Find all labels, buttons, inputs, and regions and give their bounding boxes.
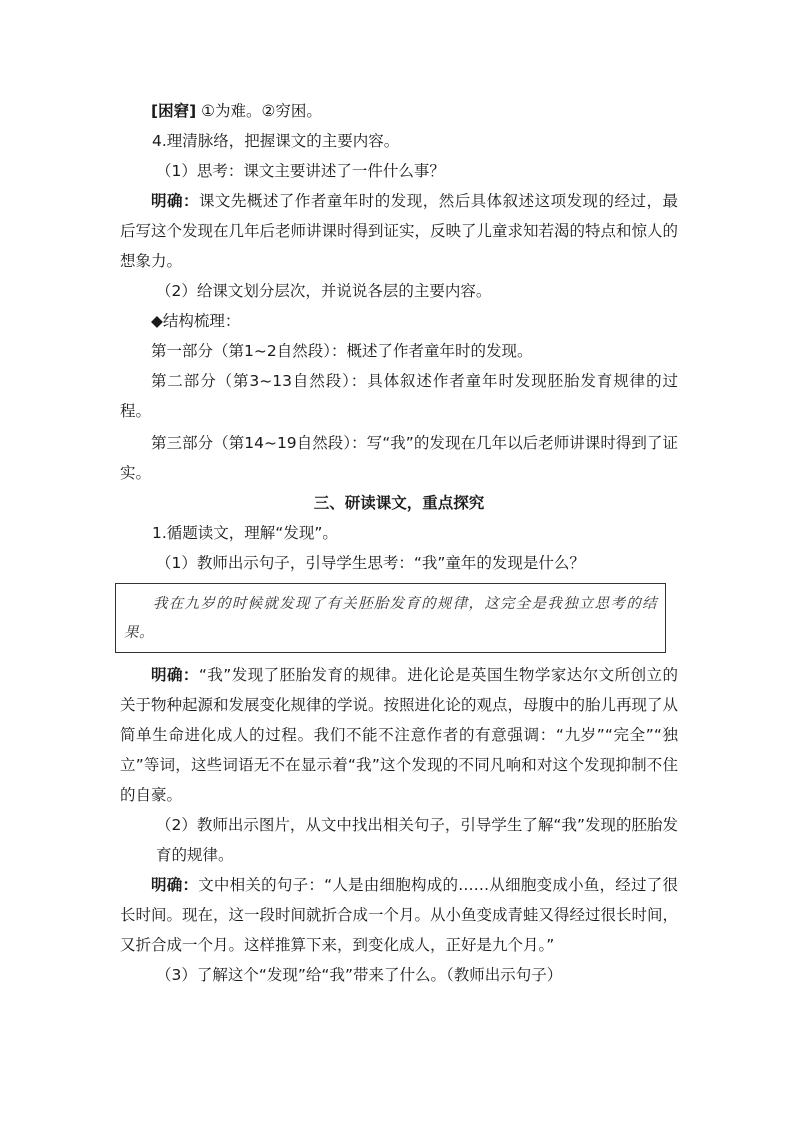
answer-text: 文中相关的句子：“人是由细胞构成的……从细胞变成小鱼，经过了很长时间。现在，这一段时间就折合成一个月。从小鱼变成青蛙又得经过很长时间，又折合成一个月。这样推算下来，到变化成人，正好是九个月。” <box>120 876 679 954</box>
step-1-heading: 1.循题读文，理解“发现”。 <box>152 524 338 542</box>
document-page <box>120 96 678 990</box>
structure-heading: ◆结构梳理： <box>151 312 241 330</box>
step-heading: 4.理清脉络，把握课文的主要内容。 <box>152 132 400 150</box>
question-4: （2）教师出示图片，从文中找出相关句子，引导学生了解“我”发现的胚胎发育的规律。 <box>156 816 678 864</box>
question-1: （1）思考：课文主要讲述了一件什么事？ <box>156 162 445 180</box>
term-definition <box>120 96 678 126</box>
question-3: （1）教师出示句子，引导学生思考：“我”童年的发现是什么？ <box>156 554 585 572</box>
quote-box <box>115 583 666 653</box>
answer-text: “我”发现了胚胎发育的规律。进化论是英国生物学家达尔文所创立的关于物种起源和发展变化规律的学说。按照进化论的观点，母腹中的胎儿再现了从简单生命进化成人的过程。我们不能不注意作者的有意强调：“九岁”“完全”“独立”等词，这些词语无不在显示着“我”这个发现的不同凡响和对这个发现抑制不住的自豪。 <box>120 666 679 804</box>
answer-label: 明确： <box>151 192 199 210</box>
term-label: [困窘] <box>151 102 197 120</box>
answer-2 <box>120 660 678 810</box>
answer-text: 课文先概述了作者童年时的发现，然后具体叙述这项发现的经过，最后写这个发现在几年后老师讲课时得到证实，反映了儿童求知若渴的特点和惊人的想象力。 <box>120 192 679 270</box>
structure-part-2: 第二部分（第3~13自然段）：具体叙述作者童年时发现胚胎发育规律的过程。 <box>120 372 678 420</box>
answer-3 <box>120 870 678 960</box>
question-2: （2）给课文划分层次，并说说各层的主要内容。 <box>156 282 492 300</box>
question-5: （3）了解这个“发现”给“我”带来了什么。（教师出示句子） <box>156 966 563 984</box>
answer-label: 明确： <box>151 876 199 894</box>
structure-part-1: 第一部分（第1~2自然段）：概述了作者童年时的发现。 <box>151 342 533 360</box>
quote-text: 我在九岁的时候就发现了有关胚胎发育的规律，这完全是我独立思考的结果。 <box>124 596 657 641</box>
section-title: 三、研读课文，重点探究 <box>313 494 485 512</box>
term-text: ①为难。②穷困。 <box>201 102 322 120</box>
answer-label: 明确： <box>151 666 199 684</box>
structure-part-3: 第三部分（第14~19自然段）：写“我”的发现在几年以后老师讲课时得到了证实。 <box>120 434 678 482</box>
answer-1 <box>120 186 678 276</box>
